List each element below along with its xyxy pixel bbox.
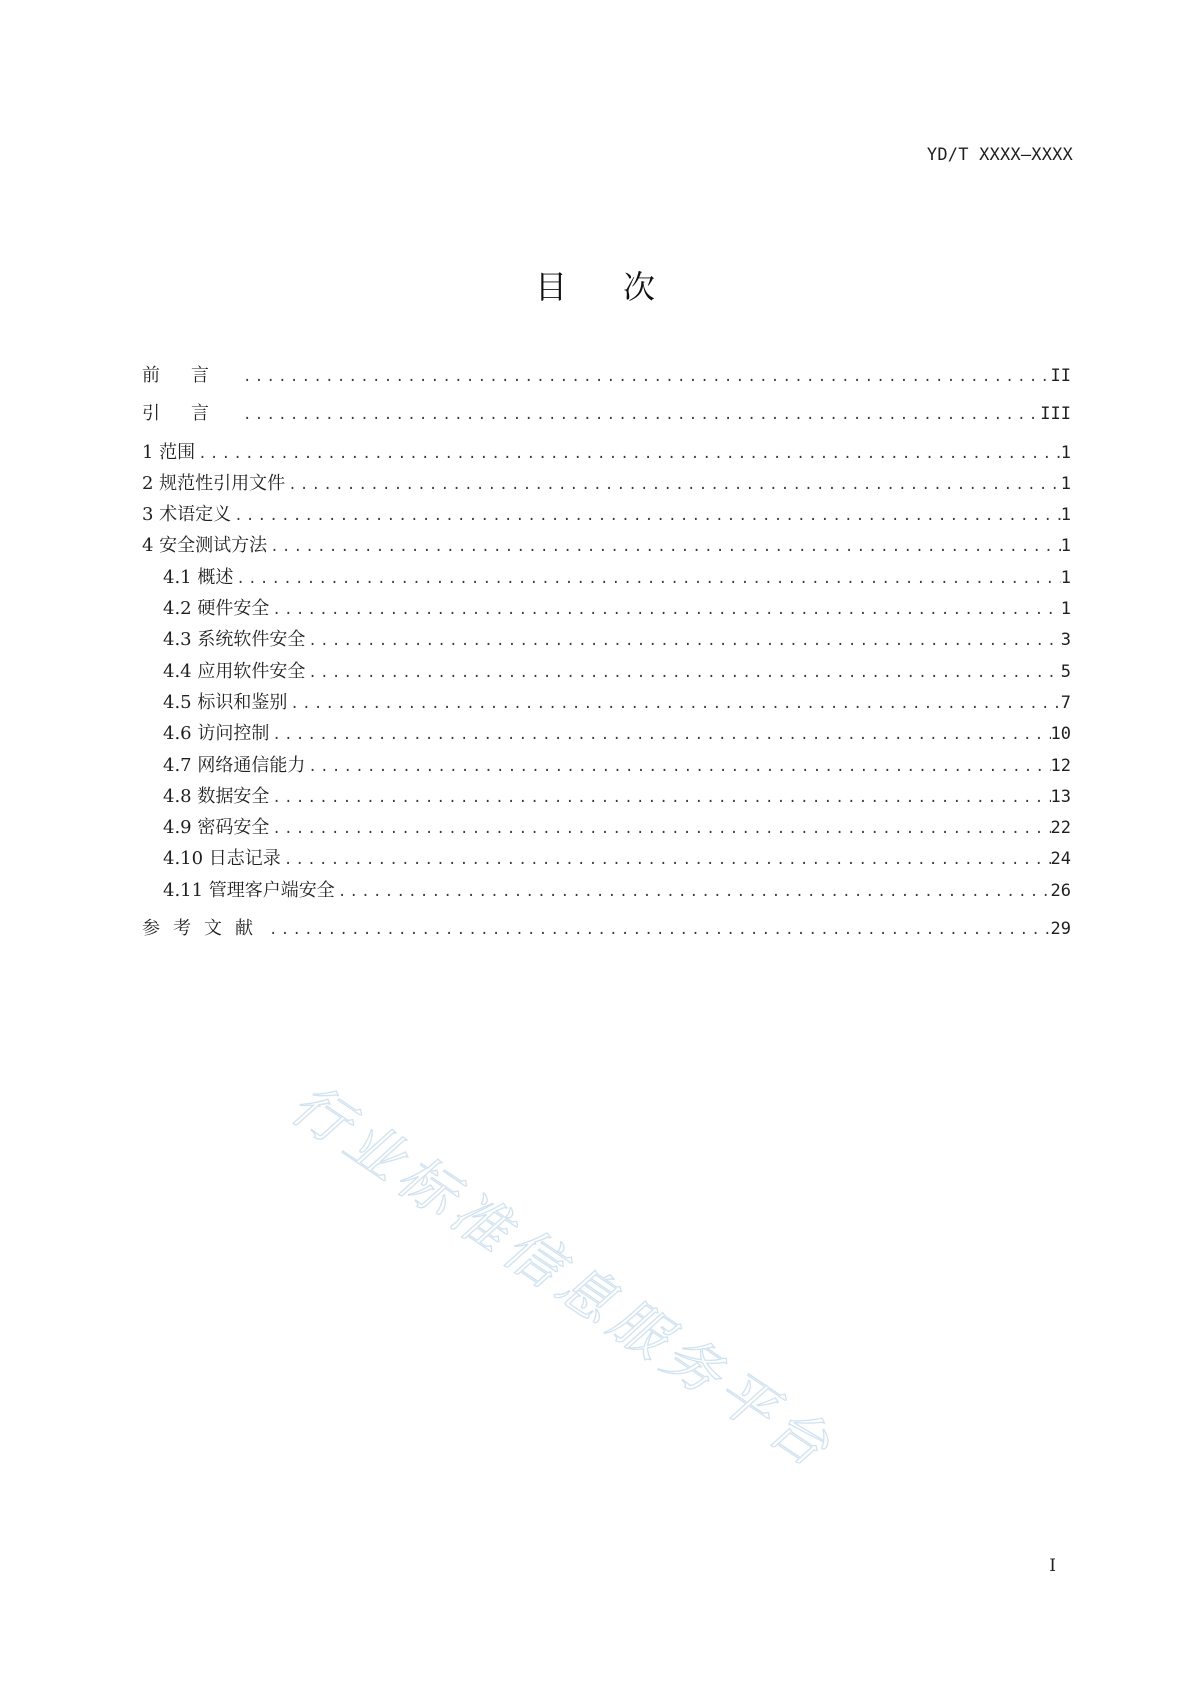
toc-entry-page: 1: [1060, 536, 1071, 557]
toc-entry-page: 12: [1050, 755, 1071, 776]
toc-entry-label: 4.2 硬件安全: [163, 598, 270, 620]
toc-entry-page: 13: [1050, 786, 1071, 807]
toc-entry-normative-references[interactable]: [142, 468, 1071, 499]
toc-entry-label: 2 规范性引用文件: [142, 472, 286, 494]
toc-entry-label: 4.3 系统软件安全: [163, 629, 306, 651]
toc-leader-dots: [240, 362, 1051, 393]
toc-entry-overview[interactable]: [142, 562, 1071, 593]
toc-entry-label: 1 范围: [142, 441, 196, 463]
toc-entry-page: II: [1050, 366, 1071, 386]
toc-entry-access-control[interactable]: [142, 718, 1071, 749]
toc-entry-label: 参考文献: [142, 918, 266, 940]
toc-entry-introduction[interactable]: [142, 398, 1071, 429]
toc-entry-page: 1: [1060, 442, 1071, 463]
toc-entry-page: 29: [1050, 919, 1071, 940]
toc-entry-page: 7: [1060, 692, 1071, 713]
toc-leader-dots: [269, 595, 1060, 626]
toc-leader-dots: [285, 470, 1061, 501]
toc-entry-label: 4.4 应用软件安全: [163, 660, 306, 682]
toc-entry-label: 4.8 数据安全: [163, 785, 270, 807]
toc-title: 目次: [534, 268, 711, 306]
toc-entry-label: 4.9 密码安全: [163, 817, 270, 839]
toc-leader-dots: [231, 501, 1061, 532]
toc-entry-identification-authentication[interactable]: [142, 687, 1071, 718]
toc-entry-terms[interactable]: [142, 499, 1071, 530]
page-number: I: [1049, 1556, 1056, 1576]
toc-entry-cryptography-security[interactable]: [142, 812, 1071, 843]
toc-entry-test-methods[interactable]: [142, 530, 1071, 561]
toc-entry-network-communication[interactable]: [142, 750, 1071, 781]
toc-leader-dots: [287, 689, 1060, 720]
toc-entry-label: 前言: [142, 365, 240, 386]
toc-entry-label: 4.10 日志记录: [163, 848, 281, 870]
toc-leader-dots: [305, 658, 1060, 689]
document-code: YD/T XXXX—XXXX: [926, 145, 1073, 165]
toc-entry-application-software-security[interactable]: [142, 656, 1071, 687]
table-of-contents: [142, 360, 1071, 944]
toc-entry-page: 22: [1050, 818, 1071, 839]
watermark: 行业标准信息服务平台: [279, 1071, 847, 1484]
toc-entry-page: 10: [1050, 724, 1071, 745]
toc-leader-dots: [240, 400, 1040, 431]
toc-leader-dots: [266, 915, 1051, 946]
toc-entry-label: 引言: [142, 403, 240, 425]
toc-leader-dots: [233, 564, 1060, 595]
toc-leader-dots: [281, 845, 1051, 876]
toc-entry-label: 4.11 管理客户端安全: [163, 879, 335, 901]
toc-entry-label: 4.5 标识和鉴别: [163, 691, 288, 713]
toc-entry-label: 4.7 网络通信能力: [163, 754, 306, 776]
toc-entry-label: 4.1 概述: [163, 566, 234, 588]
toc-entry-hardware-security[interactable]: [142, 593, 1071, 624]
toc-leader-dots: [195, 439, 1061, 470]
toc-leader-dots: [267, 532, 1061, 563]
toc-leader-dots: [305, 626, 1060, 657]
toc-entry-system-software-security[interactable]: [142, 624, 1071, 655]
toc-leader-dots: [269, 814, 1050, 845]
toc-entry-foreword[interactable]: [142, 360, 1071, 391]
toc-entry-page: 26: [1050, 880, 1071, 901]
toc-leader-dots: [305, 752, 1050, 783]
toc-entry-label: 4 安全测试方法: [142, 535, 268, 557]
toc-entry-page: 3: [1060, 630, 1071, 651]
toc-entry-label: 3 术语定义: [142, 504, 232, 526]
toc-entry-logging[interactable]: [142, 843, 1071, 874]
toc-leader-dots: [335, 877, 1051, 908]
toc-entry-page: 1: [1060, 567, 1071, 588]
toc-entry-page: 5: [1060, 661, 1071, 682]
toc-entry-page: III: [1040, 404, 1071, 425]
toc-entry-bibliography[interactable]: [142, 913, 1071, 944]
toc-entry-page: 1: [1060, 473, 1071, 494]
toc-entry-page: 1: [1060, 599, 1071, 620]
toc-entry-data-security[interactable]: [142, 781, 1071, 812]
toc-leader-dots: [269, 720, 1050, 751]
toc-entry-label: 4.6 访问控制: [163, 723, 270, 745]
toc-entry-page: 1: [1060, 505, 1071, 526]
toc-leader-dots: [269, 783, 1050, 814]
toc-entry-management-client-security[interactable]: [142, 875, 1071, 906]
toc-entry-scope[interactable]: [142, 437, 1071, 468]
toc-entry-page: 24: [1050, 849, 1071, 870]
